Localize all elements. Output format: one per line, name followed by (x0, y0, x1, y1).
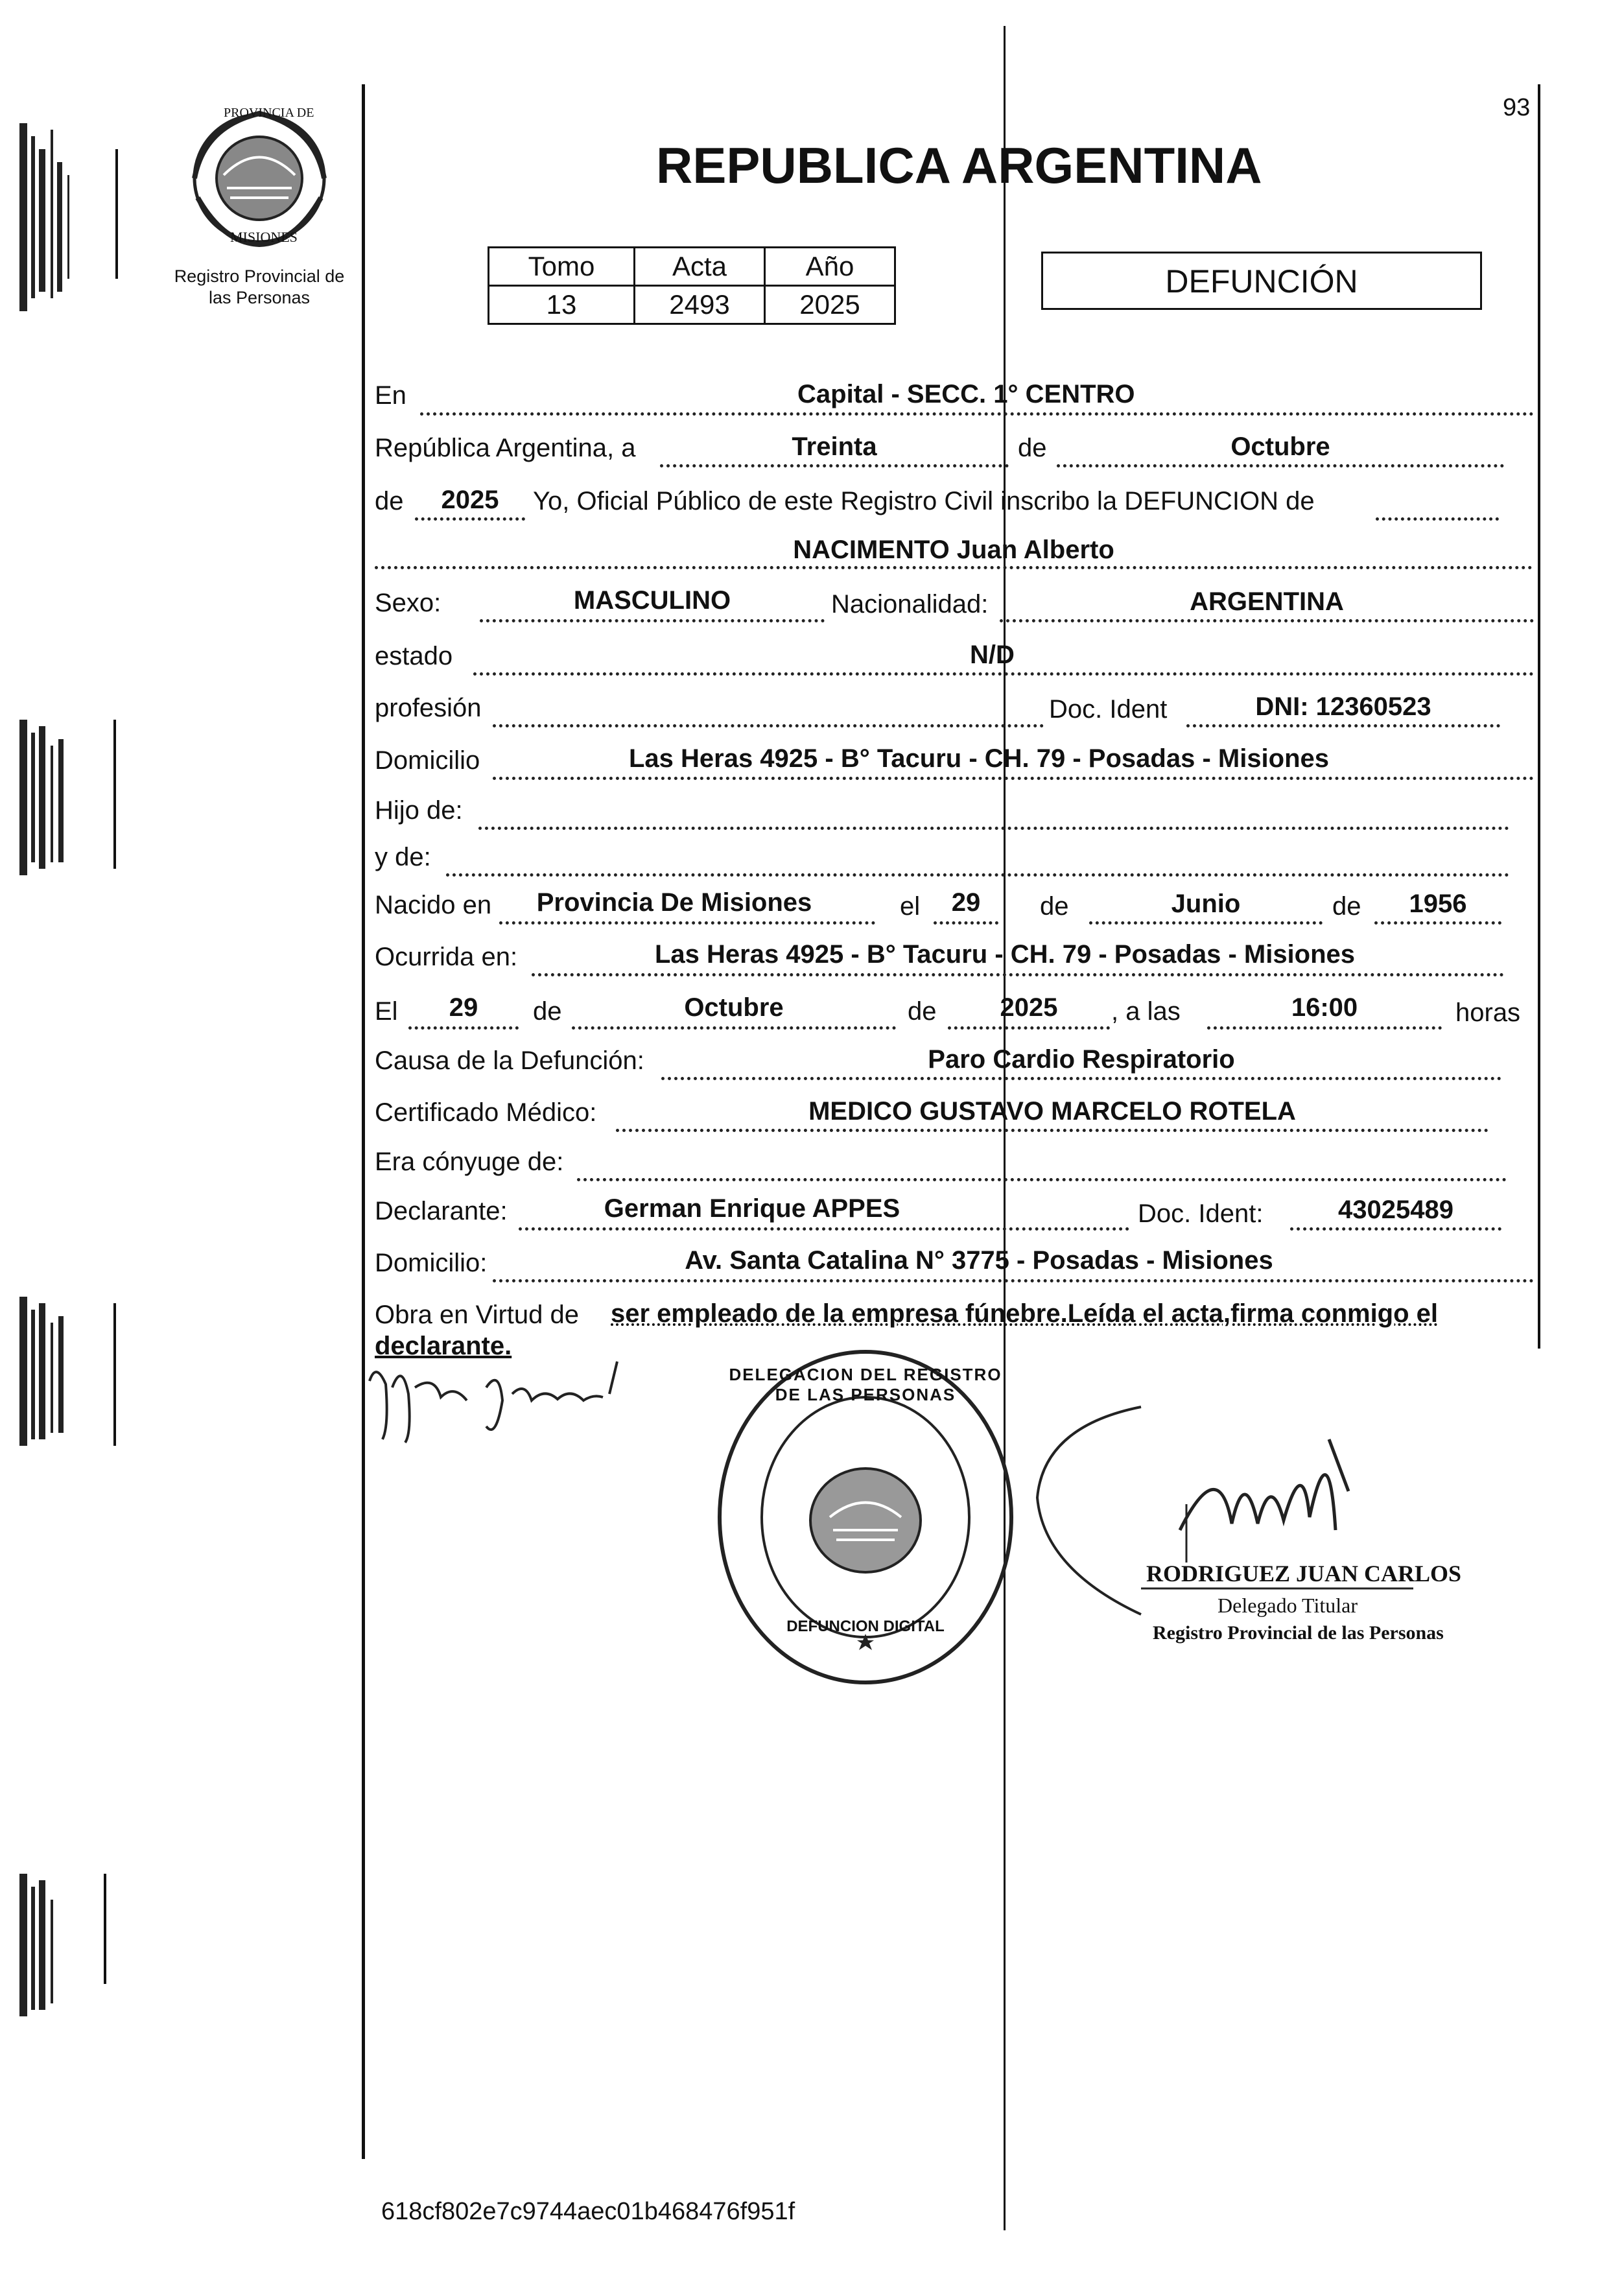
stamp-outer-text: DELEGACION DEL REGISTRO DE LAS PERSONAS (729, 1365, 1002, 1404)
dotted-line (660, 464, 1009, 467)
dotted-line (1374, 921, 1501, 925)
margin-mark (113, 1303, 116, 1446)
document-hash: 618cf802e7c9744aec01b468476f951f (381, 2198, 795, 2225)
scan-artifact (19, 123, 78, 311)
seal-text-top: PROVINCIA DE (224, 106, 314, 120)
death-de1-label: de (533, 997, 562, 1026)
hijo-label: Hijo de: (375, 796, 463, 825)
death-de2-label: de (908, 997, 937, 1026)
nacido-label: Nacido en (375, 891, 492, 919)
record-type-label: DEFUNCIÓN (1165, 263, 1358, 300)
registry-name (146, 266, 373, 309)
republica-label: República Argentina, a (375, 434, 636, 462)
dotted-line (934, 921, 998, 925)
dotted-line (616, 1129, 1489, 1132)
alas-label: , a las (1111, 997, 1181, 1026)
left-border-line (362, 84, 365, 2159)
causa-label: Causa de la Defunción: (375, 1046, 644, 1075)
provincial-seal (185, 107, 334, 250)
page-number: 93 (1503, 94, 1531, 121)
scan-artifact (19, 1874, 78, 2016)
signatory-role: Delegado Titular (1218, 1594, 1358, 1617)
signatory-name: RODRIGUEZ JUAN CARLOS (1146, 1561, 1462, 1587)
birth-year-value: 1956 (1409, 890, 1467, 918)
estado-value: N/D (970, 641, 1015, 669)
obra-label: Obra en Virtud de (375, 1301, 580, 1329)
nacionalidad-value: ARGENTINA (1190, 587, 1344, 616)
dotted-line (480, 619, 825, 622)
dotted-line (1376, 517, 1499, 521)
doc-ident2-value: 43025489 (1338, 1196, 1453, 1224)
de-label: de (1018, 434, 1047, 462)
certificado-label: Certificado Médico: (375, 1098, 597, 1127)
fold-line (1004, 26, 1006, 2230)
dotted-line (661, 1077, 1501, 1080)
dotted-line (493, 777, 1534, 780)
dotted-line (948, 1026, 1110, 1030)
dotted-line (446, 873, 1509, 877)
day-word-value: Treinta (792, 432, 877, 461)
year-value: 2025 (441, 486, 499, 514)
birth-day-value: 29 (951, 888, 981, 917)
registry-stamp (713, 1345, 1018, 1689)
dotted-line (1089, 921, 1323, 925)
dotted-line (408, 1026, 519, 1030)
registry-line-2: las Personas (208, 288, 311, 307)
seal-text-bottom: MISIONES (230, 229, 298, 245)
en-label: En (375, 381, 406, 410)
dotted-line (499, 921, 875, 925)
nacionalidad-label: Nacionalidad: (831, 590, 989, 619)
dotted-line (375, 566, 1533, 569)
sexo-value: MASCULINO (573, 586, 731, 615)
margin-mark (104, 1874, 106, 1984)
dotted-line (473, 672, 1534, 676)
dotted-line (1290, 1227, 1501, 1231)
dotted-line (493, 1279, 1534, 1282)
oficial-text: Yo, Oficial Público de este Registro Civil inscribo la DEFUNCION de (533, 487, 1315, 515)
doc-ident2-label: Doc. Ident: (1138, 1199, 1264, 1228)
birth-month-value: Junio (1171, 890, 1241, 918)
margin-mark (115, 149, 118, 279)
record-table-header: Acta (635, 248, 765, 286)
estado-label: estado (375, 642, 453, 670)
domicilio-label: Domicilio (375, 746, 480, 775)
domicilio2-value: Av. Santa Catalina N° 3775 - Posadas - Misiones (685, 1246, 1273, 1275)
signatory-office: Registro Provincial de las Personas (1153, 1622, 1444, 1644)
sexo-label: Sexo: (375, 589, 441, 617)
registry-line-1: Registro Provincial de (174, 266, 345, 286)
domicilio2-label: Domicilio: (375, 1249, 488, 1277)
dotted-line (577, 1178, 1507, 1181)
declarante-value: German Enrique APPES (604, 1194, 900, 1223)
official-signature (1024, 1400, 1478, 1621)
record-table-header: Año (765, 248, 895, 286)
dotted-line (478, 827, 1509, 830)
birth-de2-label: de (1332, 892, 1361, 921)
certificado-value: MEDICO GUSTAVO MARCELO ROTELA (808, 1097, 1296, 1126)
El-label: El (375, 997, 398, 1026)
declarante-label: Declarante: (375, 1197, 508, 1225)
obra-value-line-2: declarante. (375, 1332, 512, 1360)
record-table-cell: 2025 (765, 286, 895, 324)
scan-artifact (19, 720, 78, 875)
stamp-inner-text: DEFUNCION DIGITAL (786, 1618, 945, 1635)
month-word-value: Octubre (1230, 432, 1330, 461)
death-year-value: 2025 (1000, 993, 1058, 1022)
dotted-line (532, 973, 1504, 976)
de2-label: de (375, 487, 404, 515)
conyuge-label: Era cónyuge de: (375, 1148, 564, 1176)
ocurrida-label: Ocurrida en: (375, 943, 518, 971)
death-month-value: Octubre (684, 993, 784, 1022)
el-label: el (900, 892, 921, 921)
right-border-line (1538, 84, 1540, 1349)
dotted-line (493, 724, 1044, 727)
ocurrida-value: Las Heras 4925 - B° Tacuru - CH. 79 - Posadas - Misiones (654, 940, 1356, 969)
birth-de1-label: de (1040, 892, 1069, 921)
deceased-name: NACIMENTO Juan Alberto (793, 536, 1114, 564)
nacido-value: Provincia De Misiones (536, 888, 812, 917)
dotted-line (1000, 619, 1534, 622)
dotted-line (572, 1026, 896, 1030)
death-time-value: 16:00 (1291, 993, 1358, 1022)
record-table-header: Tomo (489, 248, 635, 286)
dotted-line (1207, 1026, 1442, 1030)
dotted-line (1186, 724, 1500, 727)
domicilio-value: Las Heras 4925 - B° Tacuru - CH. 79 - Posadas - Misiones (628, 744, 1330, 773)
margin-mark (113, 720, 116, 869)
yde-label: y de: (375, 843, 431, 871)
doc-ident-value: DNI: 12360523 (1255, 692, 1431, 721)
dotted-line (420, 412, 1534, 416)
dotted-line (415, 517, 525, 521)
obra-value-line-1: ser empleado de la empresa fúnebre.Leída el acta,firma conmigo el (611, 1299, 1439, 1328)
profesion-label: profesión (375, 694, 482, 722)
dotted-line (1057, 464, 1504, 467)
document-title: REPUBLICA ARGENTINA (656, 137, 1262, 194)
record-table (488, 246, 896, 325)
en-value: Capital - SECC. 1° CENTRO (797, 380, 1135, 408)
scan-artifact (19, 1297, 78, 1446)
dotted-line (519, 1227, 1129, 1231)
causa-value: Paro Cardio Respiratorio (928, 1045, 1235, 1074)
doc-ident-label: Doc. Ident (1049, 695, 1168, 724)
record-table-cell: 2493 (635, 286, 765, 324)
declarant-signature (363, 1349, 635, 1446)
record-table-cell: 13 (489, 286, 635, 324)
horas-label: horas (1455, 998, 1521, 1027)
death-day-value: 29 (449, 993, 478, 1022)
